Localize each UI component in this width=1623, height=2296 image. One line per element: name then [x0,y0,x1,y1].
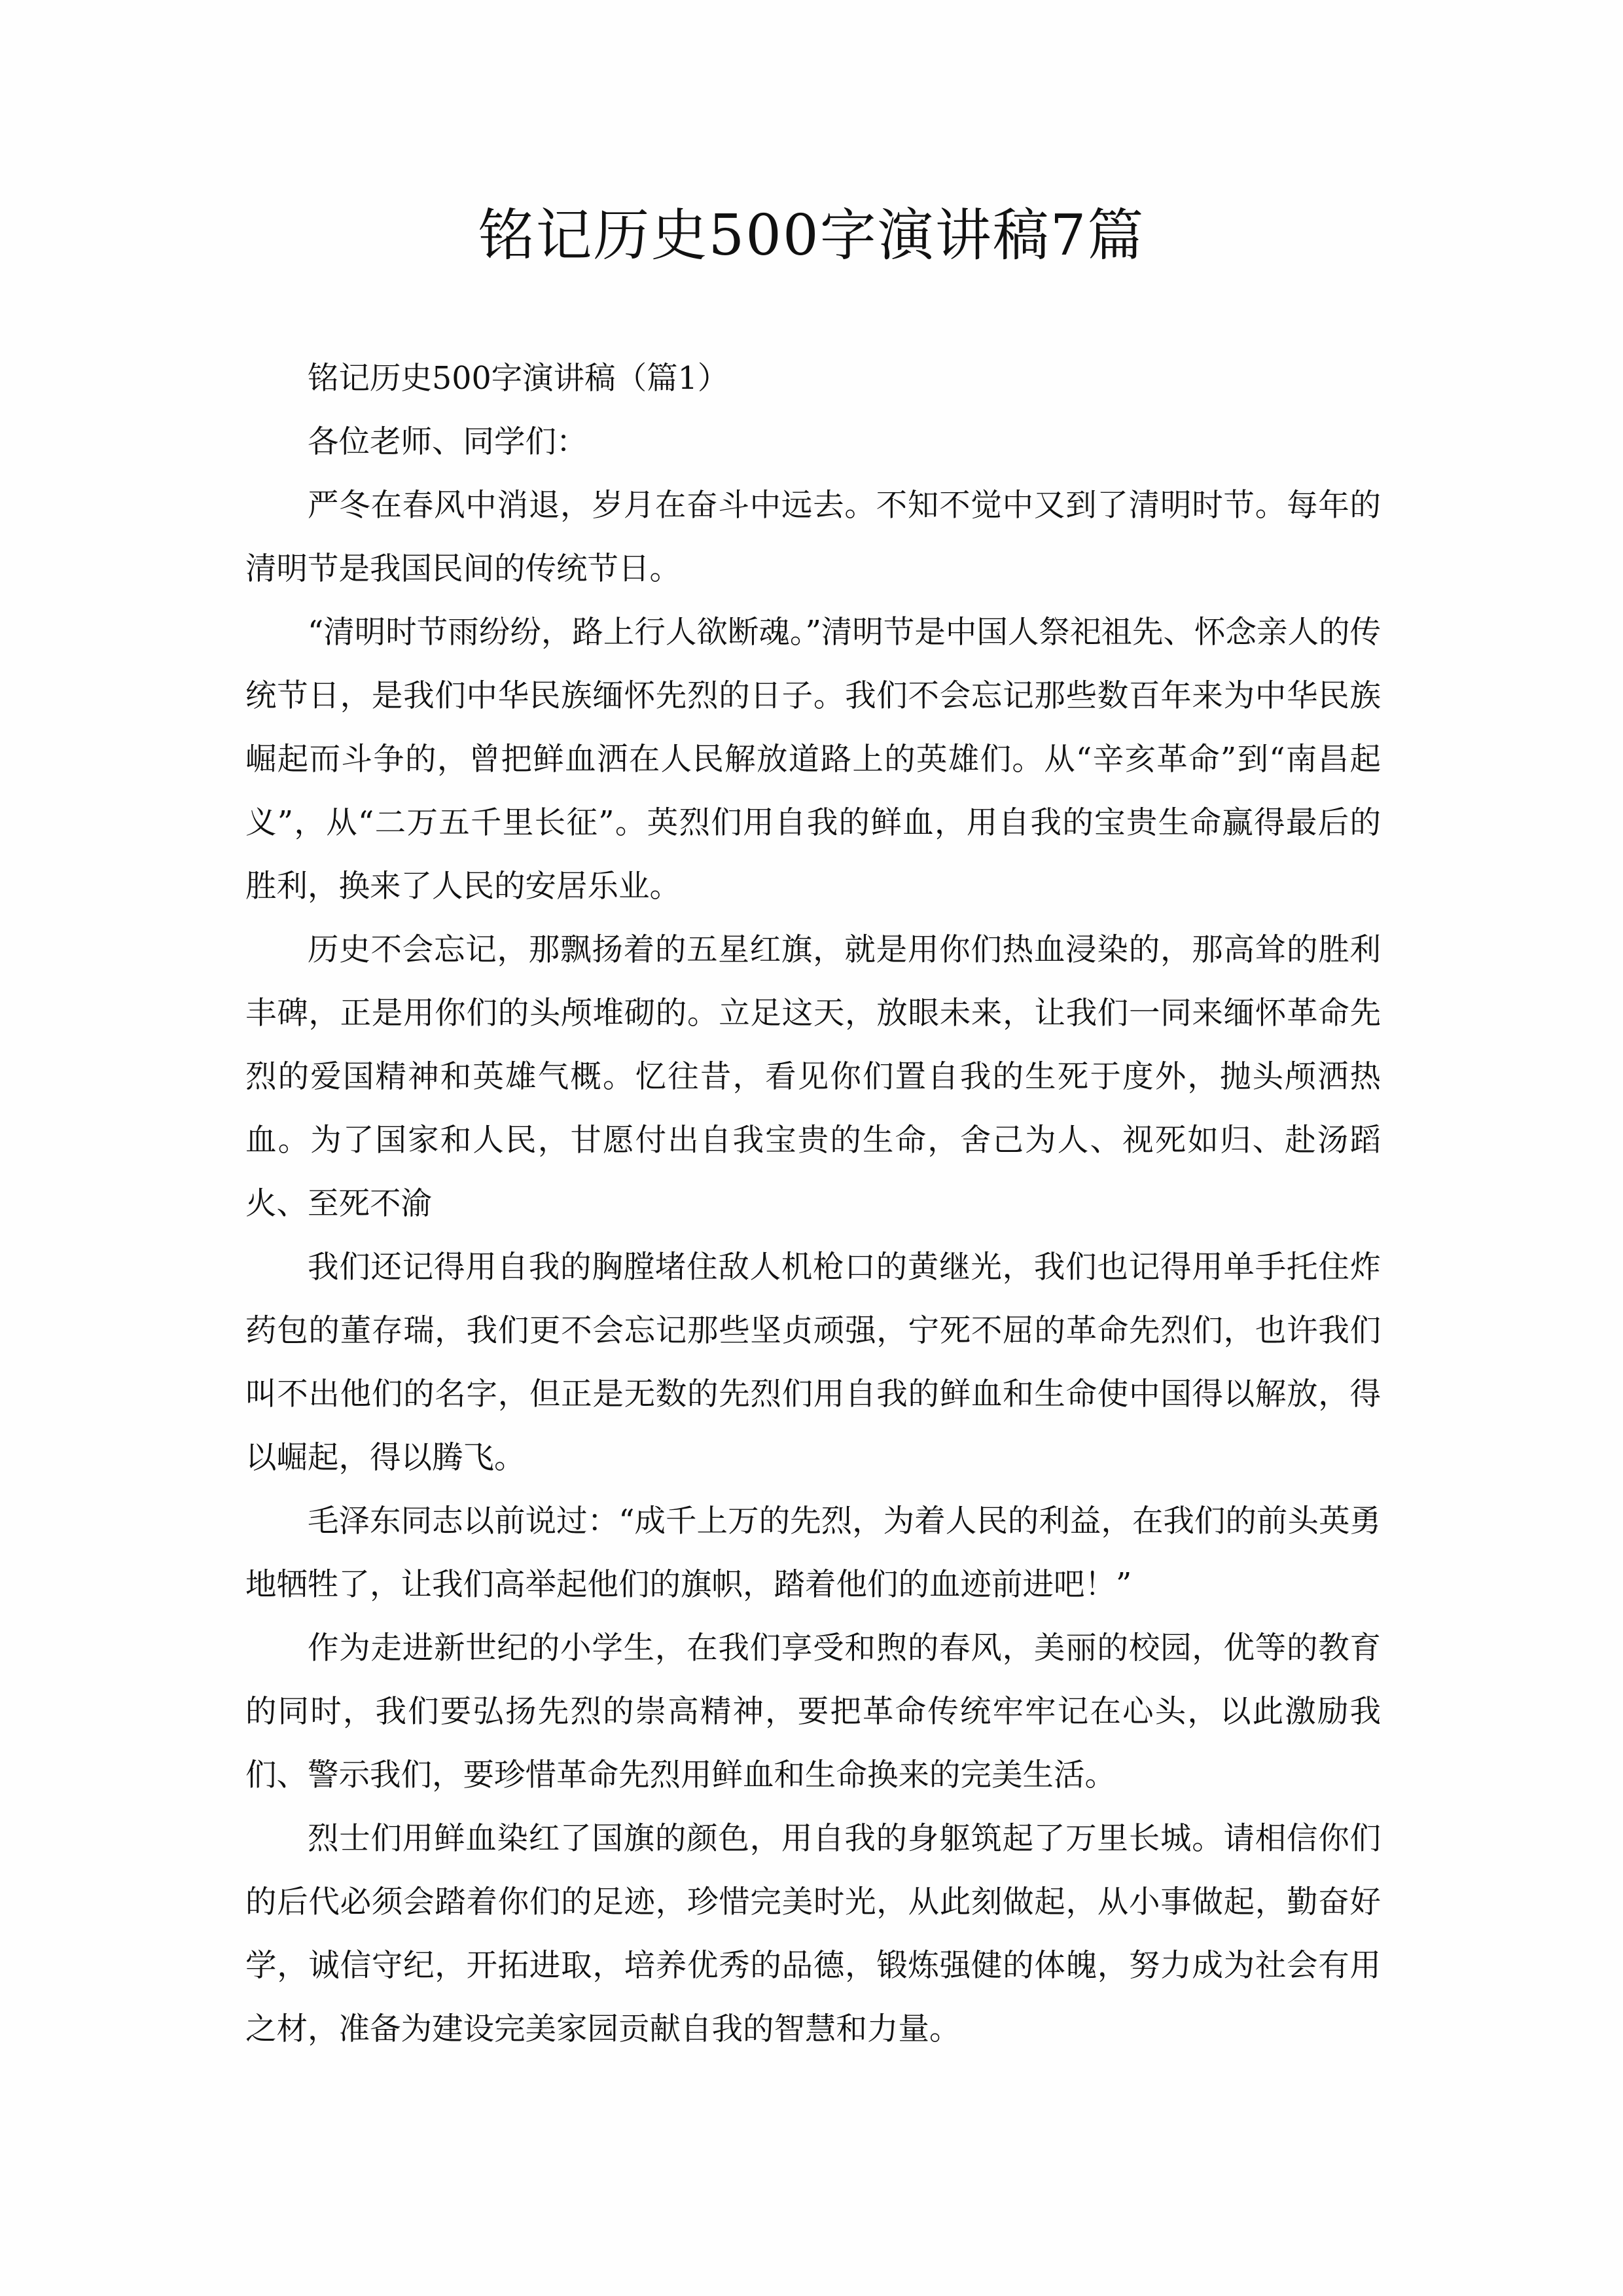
paragraph: “清明时节雨纷纷，路上行人欲断魂。”清明节是中国人祭祀祖先、怀念亲人的传统节日，是我们中华民族缅怀先烈的日子。我们不会忘记那些数百年来为中华民族崛起而斗争的，曾把鲜血洒在人民解放道路上的英雄们。从“辛亥革命”到“南昌起义”，从“二万五千里长征”。英烈们用自我的鲜血，用自我的宝贵生命赢得最后的胜利，换来了人民的安居乐业。 [245,615,1381,905]
paragraph: 毛泽东同志以前说过：“成千上万的先烈，为着人民的利益，在我们的前头英勇地牺牲了，让我们高举起他们的旗帜，踏着他们的血迹前进吧！” [245,1503,1381,1603]
document-body [245,347,1381,2061]
paragraph: 历史不会忘记，那飘扬着的五星红旗，就是用你们热血浸染的，那高耸的胜利丰碑，正是用你们的头颅堆砌的。立足这天，放眼未来，让我们一同来缅怀革命先烈的爱国精神和英雄气概。忆往昔，看见你们置自我的生死于度外，抛头颅洒热血。为了国家和人民，甘愿付出自我宝贵的生命，舍己为人、视死如归、赴汤蹈火、至死不渝 [245,932,1381,1222]
paragraph: 严冬在春风中消退，岁月在奋斗中远去。不知不觉中又到了清明时节。每年的清明节是我国民间的传统节日。 [245,488,1381,587]
paragraph: 烈士们用鲜血染红了国旗的颜色，用自我的身躯筑起了万里长城。请相信你们的后代必须会踏着你们的足迹，珍惜完美时光，从此刻做起，从小事做起，勤奋好学，诚信守纪，开拓进取，培养优秀的品德，锻炼强健的体魄，努力成为社会有用之材，准备为建设完美家园贡献自我的智慧和力量。 [245,1821,1381,2047]
paragraph: 我们还记得用自我的胸膛堵住敌人机枪口的黄继光，我们也记得用单手托住炸药包的董存瑞，我们更不会忘记那些坚贞顽强，宁死不屈的革命先烈们，也许我们叫不出他们的名字，但正是无数的先烈们用自我的鲜血和生命使中国得以解放，得以崛起，得以腾飞。 [245,1249,1381,1476]
section-heading: 铭记历史500字演讲稿（篇1） [308,361,729,397]
salutation: 各位老师、同学们： [308,424,588,460]
document-title: 铭记历史500字演讲稿7篇 [478,203,1145,268]
paragraph: 作为走进新世纪的小学生，在我们享受和煦的春风，美丽的校园，优等的教育的同时，我们要弘扬先烈的崇高精神，要把革命传统牢牢记在心头，以此激励我们、警示我们，要珍惜革命先烈用鲜血和生命换来的完美生活。 [245,1630,1381,1793]
